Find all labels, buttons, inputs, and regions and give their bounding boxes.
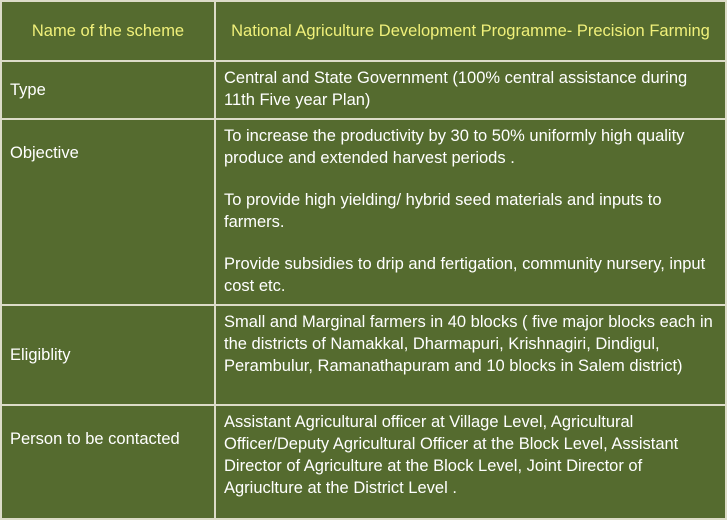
- row-value-cell: [216, 120, 725, 304]
- scheme-name: National Agriculture Development Programme- Precision Farming: [231, 22, 710, 40]
- header-label-cell: [2, 2, 214, 60]
- header-row: [2, 2, 725, 60]
- row-text: Small and Marginal farmers in 40 blocks ( five major blocks each in the districts of Namakkal, Dharmapuri, Krishnagiri, Dindigul, Perambulur, Ramanathapuram and 10 blocks in Salem district): [224, 313, 713, 375]
- row-label: Eligiblity: [10, 346, 71, 364]
- row-label-cell: [2, 62, 214, 118]
- table-row-type: [2, 62, 725, 118]
- row-value-cell: [216, 62, 725, 118]
- row-text: To provide high yielding/ hybrid seed materials and inputs to farmers.: [224, 191, 662, 231]
- row-label: Person to be contacted: [10, 430, 180, 448]
- row-label-cell: [2, 306, 214, 404]
- header-value-cell: [216, 2, 725, 60]
- header-label: Name of the scheme: [31, 22, 185, 40]
- row-label: Type: [10, 81, 46, 99]
- table-row-contact: [2, 406, 725, 518]
- table-row-eligibility: [2, 306, 725, 404]
- row-text: To increase the productivity by 30 to 50% uniformly high quality produce and extended harvest periods .: [224, 127, 685, 167]
- row-text: Central and State Government (100% central assistance during 11th Five year Plan): [224, 69, 688, 109]
- row-label-cell: [2, 406, 214, 518]
- row-value-cell: [216, 306, 725, 404]
- row-text: Provide subsidies to drip and fertigation, community nursery, input cost etc.: [224, 255, 706, 295]
- row-text: Assistant Agricultural officer at Village Level, Agricultural Officer/Deputy Agricultural Officer at the Block Level, Assistant Director of Agriculture at the Block Level, Joint Director of Agriuclture at the District Level .: [224, 413, 679, 497]
- table-row-objective: [2, 120, 725, 304]
- row-label: Objective: [10, 144, 79, 162]
- row-label-cell: [2, 120, 214, 304]
- row-value-cell: [216, 406, 725, 518]
